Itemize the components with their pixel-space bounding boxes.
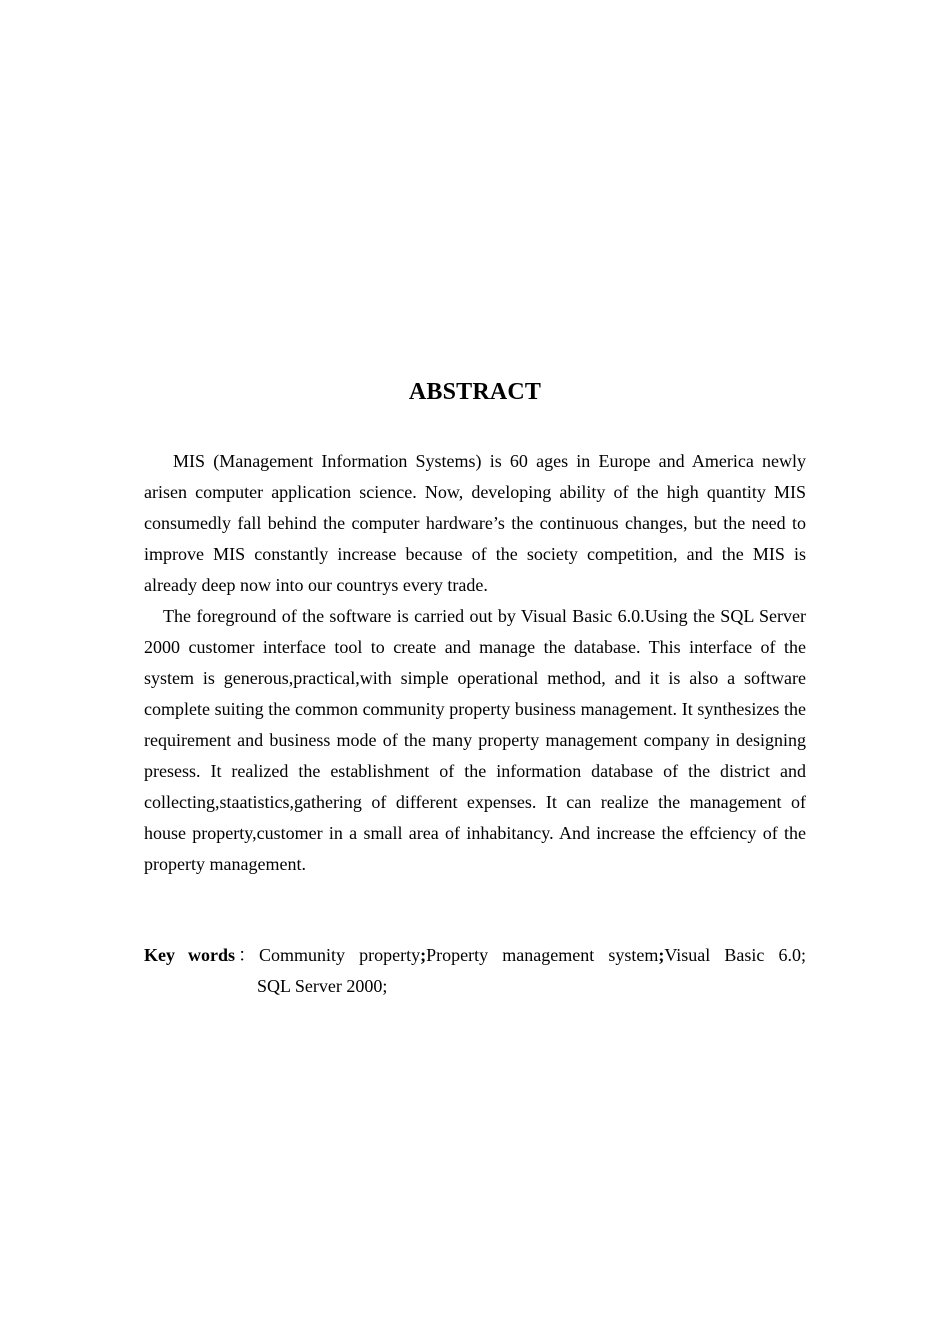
keywords-section [144,940,806,1002]
keyword-separator: ; [420,945,427,965]
abstract-title: ABSTRACT [408,379,542,405]
abstract-paragraph-2: The foreground of the software is carried out by Visual Basic 6.0.Using the SQL Server 2000 customer interface tool to create and manage the database. This interface of the system is generous,practical,with simple operational method, and it is also a software complete suiting the common community property business management. It synthesizes the requirement and business mode of the many property management company in designing presess. It realized the establishment of the information database of the district and collecting,staatistics,gathering of different expenses. It can realize the management of house property,customer in a small area of inhabitancy. And increase the effciency of the property management. [144,606,806,874]
keywords-line-2 [144,971,806,1002]
abstract-paragraph-1: MIS (Management Information Systems) is 60 ages in Europe and America newly arisen computer application science. Now, developing ability of the high quantity MIS consumedly fall behind the computer hardware’s the continuous changes, but the need to improve MIS constantly increase because of the society competition, and the MIS is already deep now into our countrys every trade. [144,451,806,595]
keywords-label: Key words [144,945,235,965]
keyword-separator: ; [658,945,665,965]
keyword-item: Community property [259,945,421,965]
keywords-line-1 [144,940,806,971]
keyword-item: SQL Server 2000 [257,976,383,996]
abstract-body [144,446,806,880]
keyword-terminator: ; [382,976,388,996]
keyword-item: Property management system [426,945,659,965]
keyword-item: Visual Basic 6.0 [664,945,801,965]
keyword-separator: ; [800,945,806,965]
keywords-colon: ： [238,945,256,965]
keywords-list [259,940,806,971]
